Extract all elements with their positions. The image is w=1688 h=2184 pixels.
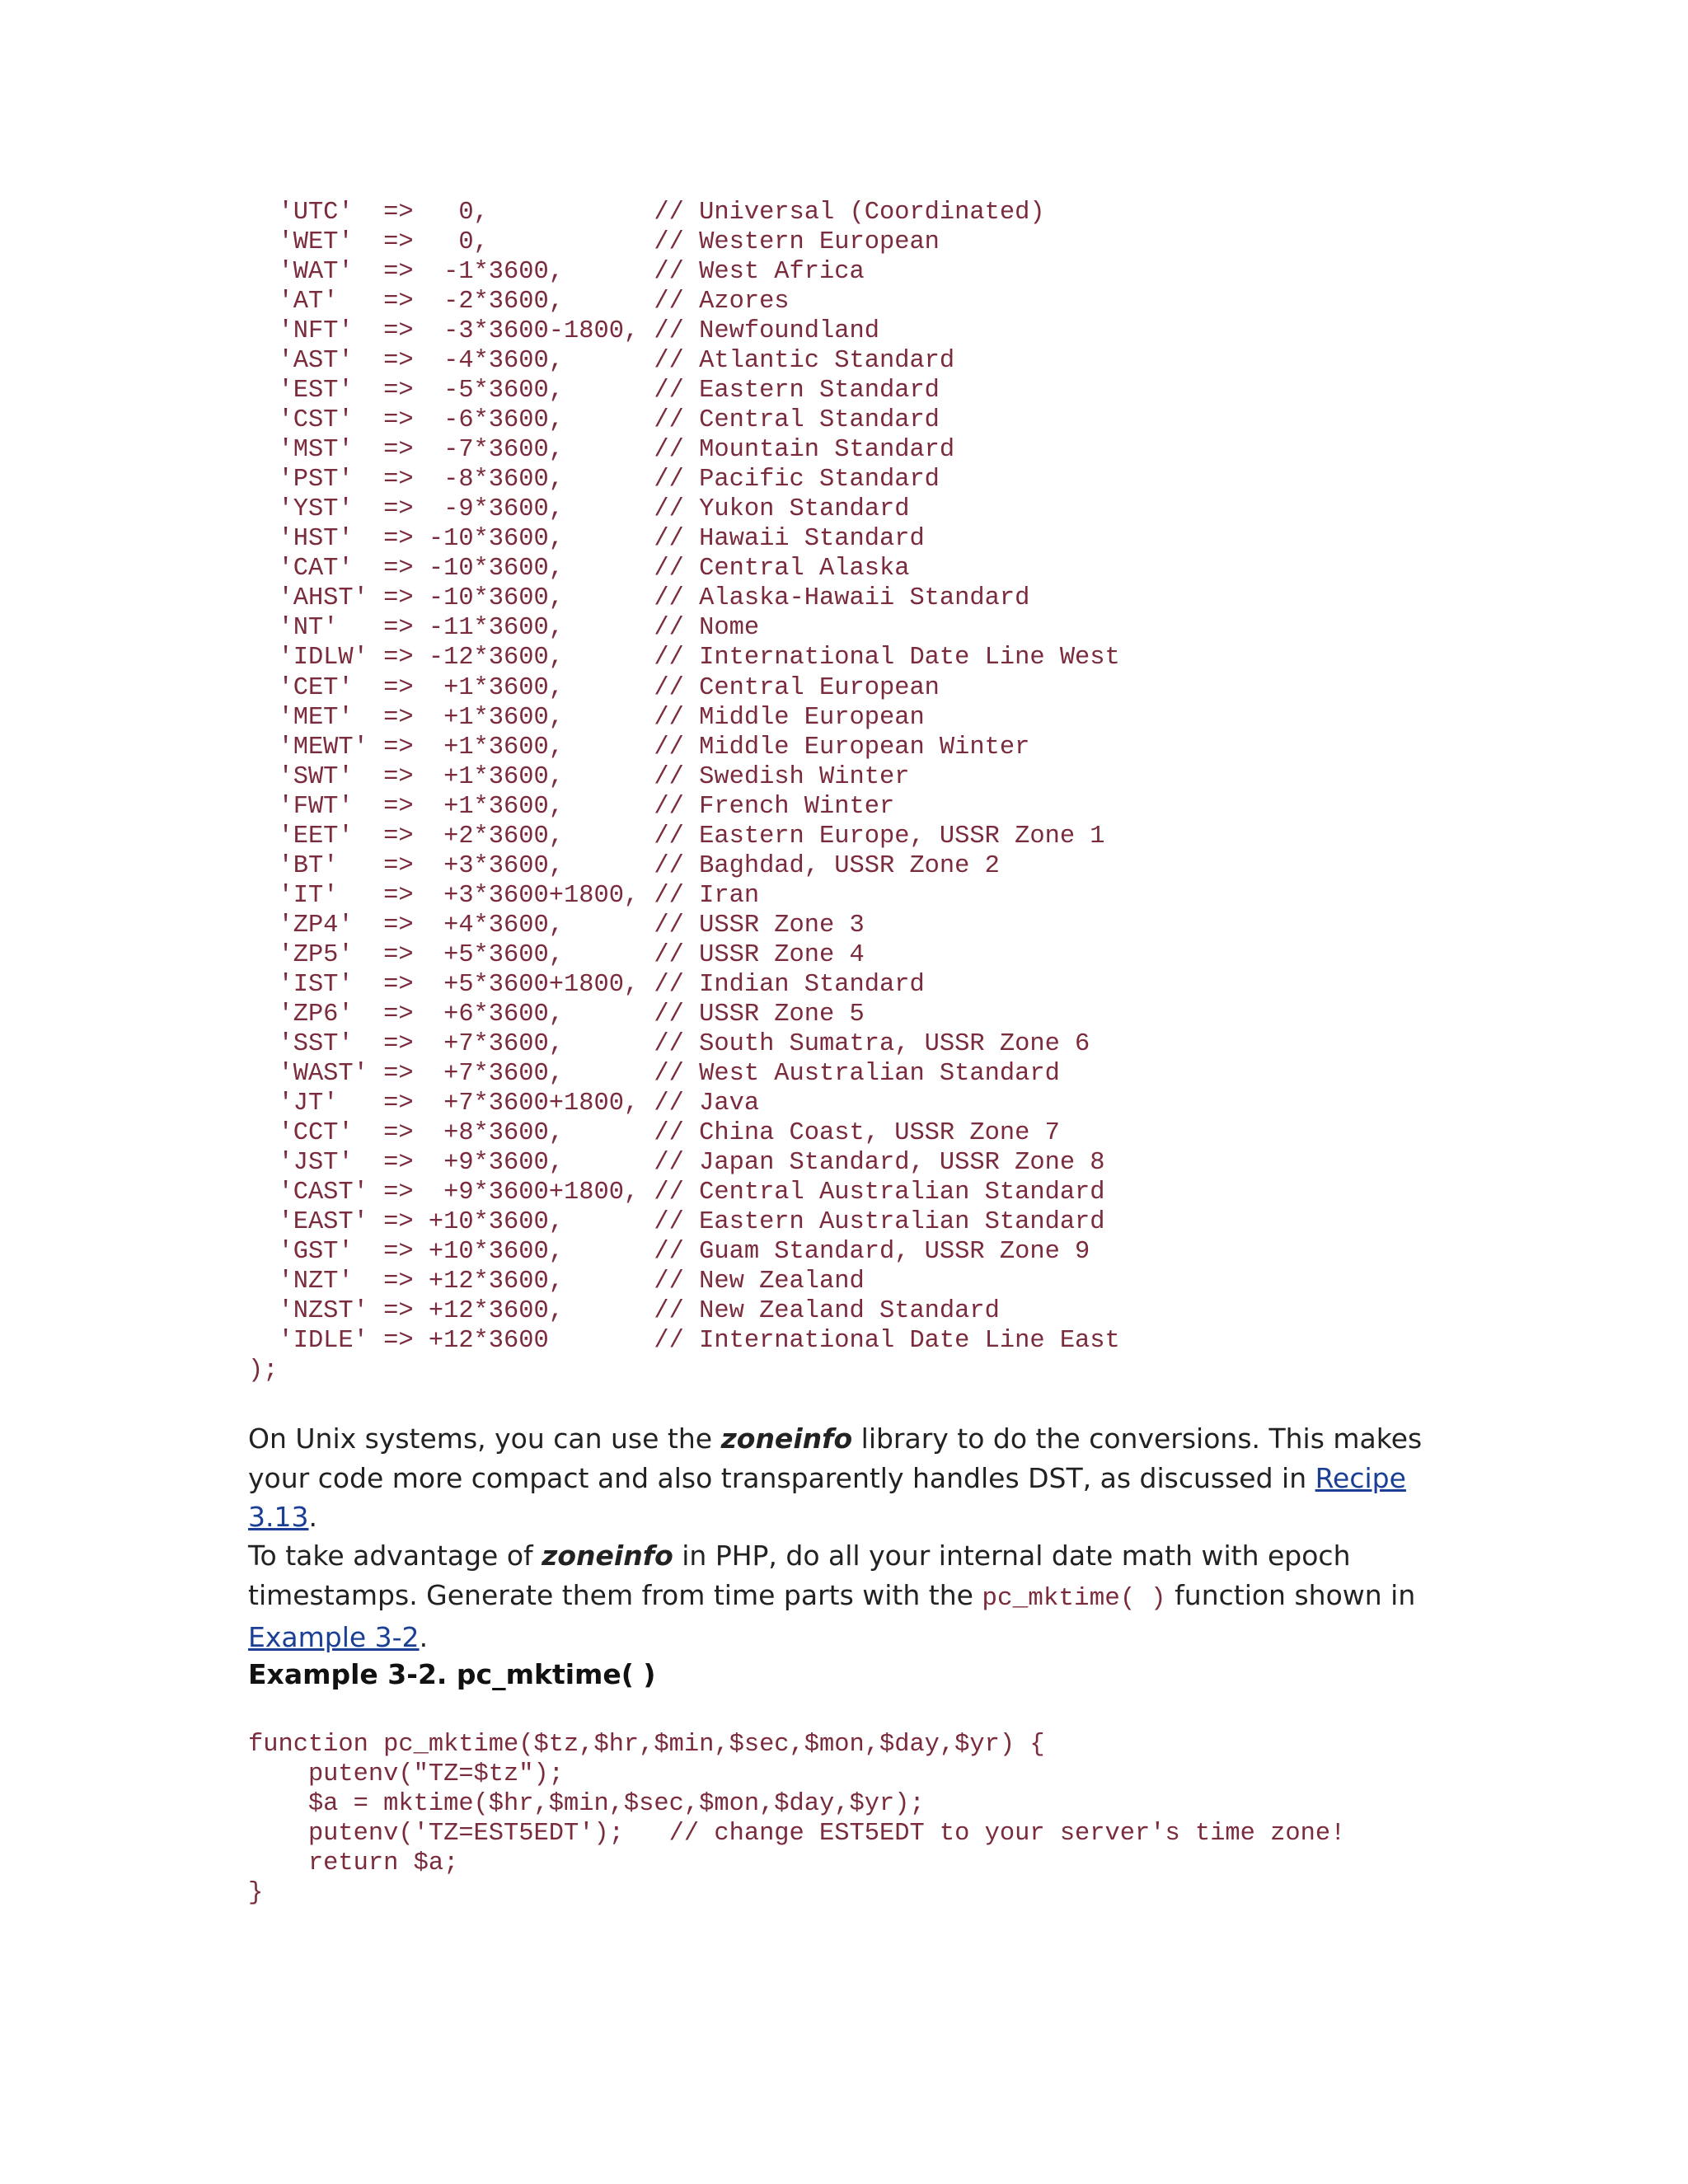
timezone-offset-code-block	[248, 198, 1120, 1385]
zoneinfo-emphasis: zoneinfo	[542, 1540, 673, 1572]
paragraph-text: To take advantage of	[248, 1540, 542, 1572]
code-line: 'ZP6' => +6*3600, // USSR Zone 5	[248, 1000, 865, 1029]
code-line: putenv("TZ=$tz");	[248, 1760, 564, 1789]
code-line: 'ZP4' => +4*3600, // USSR Zone 3	[248, 911, 865, 940]
paragraph-text: in PHP, do all your internal date math with epoch timestamps. Generate them from time parts with the	[248, 1540, 1351, 1611]
code-line: 'EAST' => +10*3600, // Eastern Australian Standard	[248, 1208, 1105, 1237]
code-line: putenv('TZ=EST5EDT'); // change EST5EDT to your server's time zone!	[248, 1820, 1346, 1849]
code-line: $a = mktime($hr,$min,$sec,$mon,$day,$yr);	[248, 1790, 925, 1819]
zoneinfo-php-paragraph	[248, 1536, 1451, 1657]
code-line: 'CAST' => +9*3600+1800, // Central Australian Standard	[248, 1179, 1105, 1207]
code-line: 'GST' => +10*3600, // Guam Standard, USSR Zone 9	[248, 1238, 1090, 1267]
code-line: 'MET' => +1*3600, // Middle European	[248, 703, 925, 732]
zoneinfo-emphasis: zoneinfo	[720, 1422, 853, 1455]
code-line: 'EET' => +2*3600, // Eastern Europe, USSR Zone 1	[248, 822, 1105, 851]
code-line: );	[248, 1357, 279, 1385]
code-line: 'NZST' => +12*3600, // New Zealand Standard	[248, 1297, 1000, 1326]
code-line: 'EST' => -5*3600, // Eastern Standard	[248, 377, 940, 405]
code-line: 'WAST' => +7*3600, // West Australian Standard	[248, 1059, 1060, 1088]
zoneinfo-intro-paragraph	[248, 1419, 1451, 1537]
recipe-3-13-link[interactable]: Recipe 3.13	[248, 1461, 1406, 1533]
code-line: 'MST' => -7*3600, // Mountain Standard	[248, 436, 955, 465]
paragraph-text: library to do the conversions. This makes your code more compact and also transparently handles DST, as discussed in	[248, 1422, 1423, 1494]
code-line: 'JT' => +7*3600+1800, // Java	[248, 1089, 760, 1118]
pc-mktime-function-code-block	[248, 1730, 1345, 1908]
code-line: 'WAT' => -1*3600, // West Africa	[248, 258, 865, 287]
code-line: 'NFT' => -3*3600-1800, // Newfoundland	[248, 317, 879, 346]
code-line: return $a;	[248, 1849, 459, 1878]
paragraph-text: On Unix systems, you can use the	[248, 1422, 721, 1455]
code-line: 'JST' => +9*3600, // Japan Standard, USSR Zone 8	[248, 1149, 1105, 1177]
code-line: 'NT' => -11*3600, // Nome	[248, 614, 760, 643]
code-line: 'YST' => -9*3600, // Yukon Standard	[248, 495, 910, 524]
code-line: 'MEWT' => +1*3600, // Middle European Winter	[248, 733, 1030, 762]
paragraph-text: .	[308, 1501, 317, 1533]
code-line: 'WET' => 0, // Western European	[248, 228, 940, 257]
code-line: 'CCT' => +8*3600, // China Coast, USSR Zone 7	[248, 1118, 1060, 1147]
code-line: 'BT' => +3*3600, // Baghdad, USSR Zone 2	[248, 851, 1000, 880]
code-line: 'UTC' => 0, // Universal (Coordinated)	[248, 199, 1045, 227]
example-3-2-link[interactable]: Example 3-2	[248, 1621, 420, 1653]
code-line: 'CST' => -6*3600, // Central Standard	[248, 406, 940, 435]
example-title: Example 3-2. pc_mktime( )	[248, 1658, 656, 1690]
code-line: 'AT' => -2*3600, // Azores	[248, 288, 790, 316]
code-line: 'CAT' => -10*3600, // Central Alaska	[248, 555, 910, 583]
code-line: 'PST' => -8*3600, // Pacific Standard	[248, 466, 940, 494]
paragraph-text: function shown in	[1165, 1578, 1416, 1611]
code-line: 'IT' => +3*3600+1800, // Iran	[248, 881, 760, 910]
code-line: 'FWT' => +1*3600, // French Winter	[248, 792, 895, 821]
code-line: 'IST' => +5*3600+1800, // Indian Standard	[248, 970, 925, 999]
code-line: 'CET' => +1*3600, // Central European	[248, 673, 940, 702]
code-line: 'AHST' => -10*3600, // Alaska-Hawaii Standard	[248, 584, 1030, 613]
paragraph-text: .	[419, 1621, 429, 1653]
pc-mktime-inline-code: pc_mktime( )	[982, 1583, 1166, 1613]
code-line: 'IDLE' => +12*3600 // International Date Line East	[248, 1327, 1120, 1356]
code-line: 'SST' => +7*3600, // South Sumatra, USSR Zone 6	[248, 1029, 1090, 1058]
code-line: 'ZP5' => +5*3600, // USSR Zone 4	[248, 940, 865, 969]
code-line: 'HST' => -10*3600, // Hawaii Standard	[248, 525, 925, 554]
code-line: 'IDLW' => -12*3600, // International Date Line West	[248, 644, 1120, 673]
code-line: 'NZT' => +12*3600, // New Zealand	[248, 1268, 865, 1296]
code-line: }	[248, 1879, 264, 1908]
code-line: 'AST' => -4*3600, // Atlantic Standard	[248, 347, 955, 376]
code-line: function pc_mktime($tz,$hr,$min,$sec,$mon,$day,$yr) {	[248, 1731, 1045, 1759]
code-line: 'SWT' => +1*3600, // Swedish Winter	[248, 762, 910, 791]
